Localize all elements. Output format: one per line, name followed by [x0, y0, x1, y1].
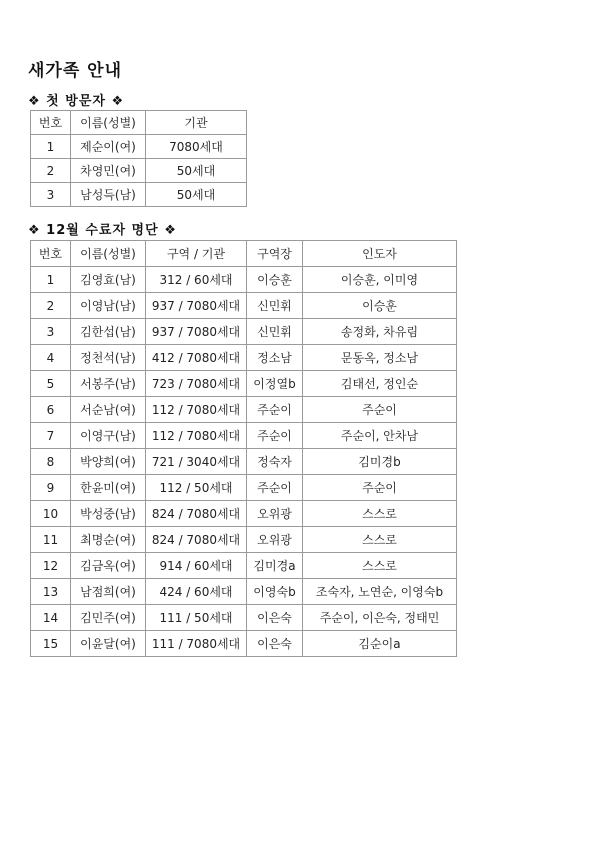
number-cell: 1 [31, 267, 71, 293]
guide-cell: 스스로 [303, 553, 457, 579]
graduates-header-row [31, 241, 457, 267]
district-cell: 937 / 7080세대 [146, 319, 247, 345]
name-cell: 최명순(여) [71, 527, 146, 553]
district-cell: 112 / 7080세대 [146, 423, 247, 449]
table-row [31, 371, 457, 397]
number-cell: 3 [31, 183, 71, 207]
district-cell: 824 / 7080세대 [146, 527, 247, 553]
leader-cell: 신민휘 [247, 293, 303, 319]
table-row [31, 449, 457, 475]
col-name-header: 이름(성별) [71, 241, 146, 267]
name-cell: 남성득(남) [71, 183, 146, 207]
district-cell: 111 / 7080세대 [146, 631, 247, 657]
leader-cell: 오위광 [247, 501, 303, 527]
group-cell: 50세대 [146, 183, 247, 207]
table-row [31, 319, 457, 345]
name-cell: 박양희(여) [71, 449, 146, 475]
table-row [31, 397, 457, 423]
guide-cell: 송정화, 차유림 [303, 319, 457, 345]
table-row [31, 159, 247, 183]
table-row [31, 267, 457, 293]
leader-cell: 이정열b [247, 371, 303, 397]
table-row [31, 135, 247, 159]
graduates-heading: ❖ 12월 수료자 명단 ❖ [28, 223, 177, 238]
table-row [31, 605, 457, 631]
guide-cell: 주순이 [303, 397, 457, 423]
leader-cell: 이은숙 [247, 631, 303, 657]
name-cell: 박성중(남) [71, 501, 146, 527]
number-cell: 2 [31, 159, 71, 183]
graduates-table [30, 240, 457, 657]
district-cell: 723 / 7080세대 [146, 371, 247, 397]
table-row [31, 501, 457, 527]
name-cell: 서순남(여) [71, 397, 146, 423]
number-cell: 13 [31, 579, 71, 605]
page-title: 새가족 안내 [28, 61, 123, 81]
number-cell: 14 [31, 605, 71, 631]
number-cell: 6 [31, 397, 71, 423]
table-row [31, 423, 457, 449]
leader-cell: 주순이 [247, 397, 303, 423]
guide-cell: 김태선, 정인순 [303, 371, 457, 397]
district-cell: 914 / 60세대 [146, 553, 247, 579]
name-cell: 김영효(남) [71, 267, 146, 293]
number-cell: 15 [31, 631, 71, 657]
col-guide-header: 인도자 [303, 241, 457, 267]
leader-cell: 주순이 [247, 423, 303, 449]
guide-cell: 문동옥, 정소남 [303, 345, 457, 371]
leader-cell: 정숙자 [247, 449, 303, 475]
district-cell: 721 / 3040세대 [146, 449, 247, 475]
number-cell: 9 [31, 475, 71, 501]
col-number-header: 번호 [31, 111, 71, 135]
number-cell: 1 [31, 135, 71, 159]
table-row [31, 293, 457, 319]
district-cell: 937 / 7080세대 [146, 293, 247, 319]
leader-cell: 오위광 [247, 527, 303, 553]
district-cell: 111 / 50세대 [146, 605, 247, 631]
number-cell: 7 [31, 423, 71, 449]
name-cell: 남점희(여) [71, 579, 146, 605]
number-cell: 4 [31, 345, 71, 371]
visitors-table [30, 110, 247, 207]
guide-cell: 주순이 [303, 475, 457, 501]
district-cell: 412 / 7080세대 [146, 345, 247, 371]
leader-cell: 김미경a [247, 553, 303, 579]
leader-cell: 이승훈 [247, 267, 303, 293]
guide-cell: 스스로 [303, 501, 457, 527]
district-cell: 424 / 60세대 [146, 579, 247, 605]
district-cell: 112 / 50세대 [146, 475, 247, 501]
guide-cell: 김순이a [303, 631, 457, 657]
table-row [31, 527, 457, 553]
visitors-heading: ❖ 첫 방문자 ❖ [28, 94, 125, 109]
name-cell: 서봉주(남) [71, 371, 146, 397]
name-cell: 이윤달(여) [71, 631, 146, 657]
leader-cell: 이은숙 [247, 605, 303, 631]
guide-cell: 이승훈, 이미영 [303, 267, 457, 293]
district-cell: 112 / 7080세대 [146, 397, 247, 423]
col-group-header: 기관 [146, 111, 247, 135]
number-cell: 12 [31, 553, 71, 579]
table-row [31, 553, 457, 579]
col-number-header: 번호 [31, 241, 71, 267]
table-row [31, 475, 457, 501]
number-cell: 5 [31, 371, 71, 397]
table-row [31, 183, 247, 207]
name-cell: 정천석(남) [71, 345, 146, 371]
guide-cell: 스스로 [303, 527, 457, 553]
table-row [31, 579, 457, 605]
number-cell: 8 [31, 449, 71, 475]
col-name-header: 이름(성별) [71, 111, 146, 135]
number-cell: 2 [31, 293, 71, 319]
name-cell: 이영구(남) [71, 423, 146, 449]
leader-cell: 신민휘 [247, 319, 303, 345]
guide-cell: 조숙자, 노연순, 이영숙b [303, 579, 457, 605]
name-cell: 이영남(남) [71, 293, 146, 319]
leader-cell: 이영숙b [247, 579, 303, 605]
visitors-header-row [31, 111, 247, 135]
col-district-header: 구역 / 기관 [146, 241, 247, 267]
guide-cell: 김미경b [303, 449, 457, 475]
name-cell: 제순이(여) [71, 135, 146, 159]
group-cell: 7080세대 [146, 135, 247, 159]
name-cell: 김금옥(여) [71, 553, 146, 579]
col-leader-header: 구역장 [247, 241, 303, 267]
name-cell: 김한섭(남) [71, 319, 146, 345]
name-cell: 차영민(여) [71, 159, 146, 183]
district-cell: 824 / 7080세대 [146, 501, 247, 527]
guide-cell: 주순이, 안차남 [303, 423, 457, 449]
number-cell: 3 [31, 319, 71, 345]
guide-cell: 이승훈 [303, 293, 457, 319]
name-cell: 한윤미(여) [71, 475, 146, 501]
table-row [31, 631, 457, 657]
guide-cell: 주순이, 이은숙, 정태민 [303, 605, 457, 631]
table-row [31, 345, 457, 371]
name-cell: 김민주(여) [71, 605, 146, 631]
leader-cell: 주순이 [247, 475, 303, 501]
district-cell: 312 / 60세대 [146, 267, 247, 293]
number-cell: 10 [31, 501, 71, 527]
group-cell: 50세대 [146, 159, 247, 183]
leader-cell: 정소남 [247, 345, 303, 371]
number-cell: 11 [31, 527, 71, 553]
